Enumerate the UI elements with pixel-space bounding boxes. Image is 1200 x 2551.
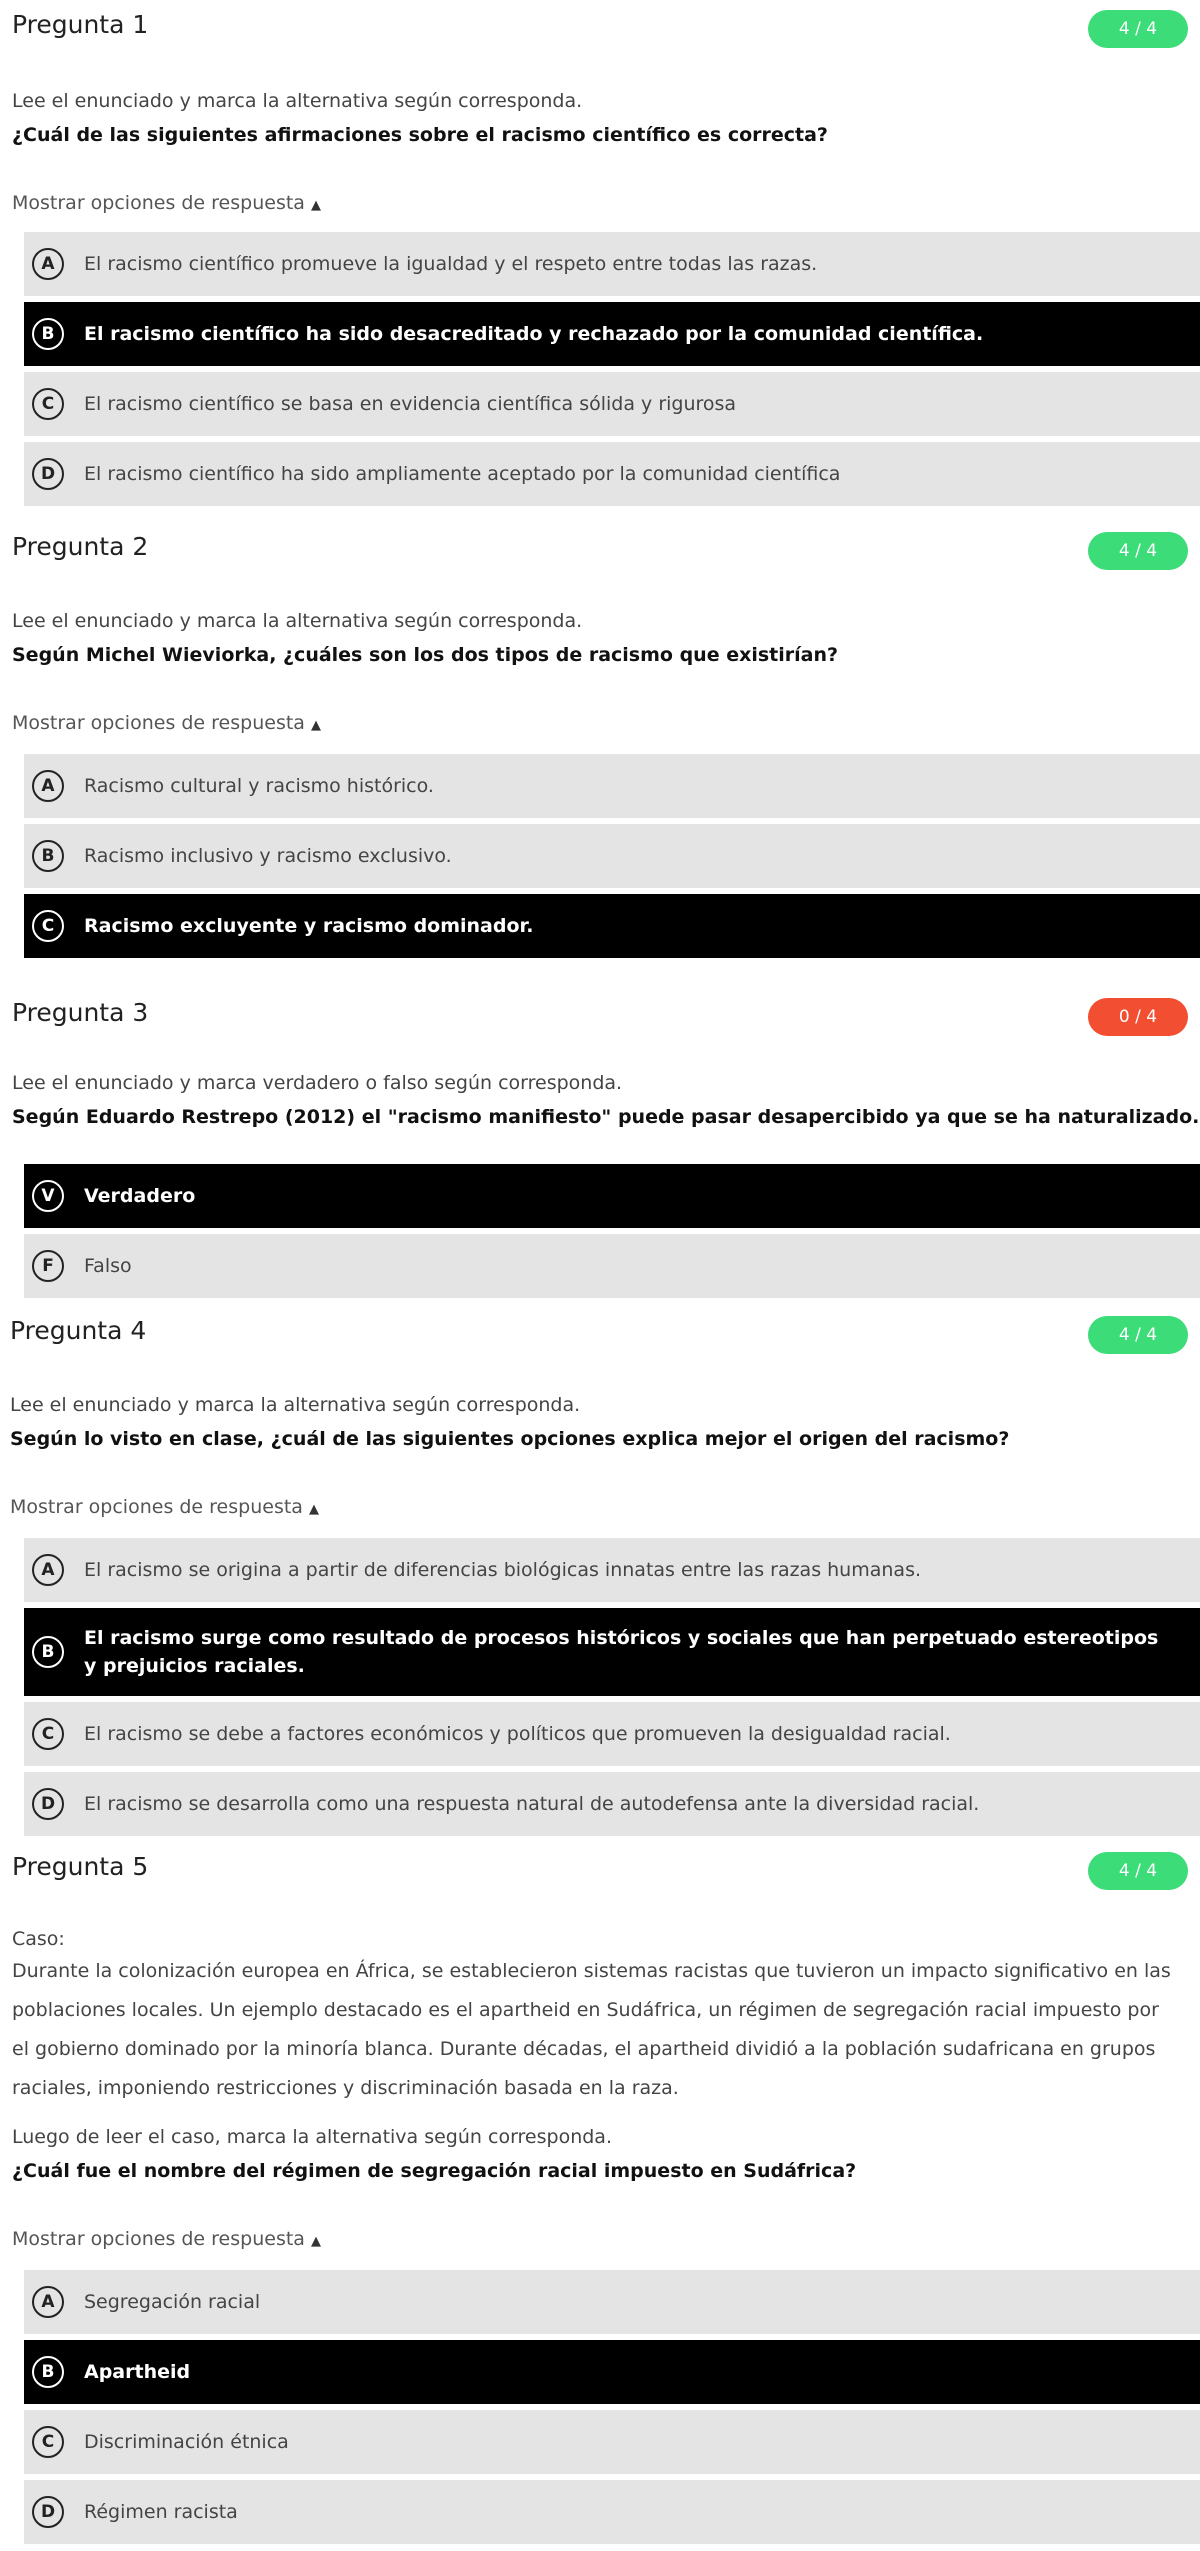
answer-option-a[interactable] <box>24 754 1200 818</box>
question-header <box>12 988 1200 1048</box>
question-stem: Según Michel Wieviorka, ¿cuáles son los dos tipos de racismo que existirían? <box>12 644 839 666</box>
answer-option-c[interactable] <box>24 894 1200 958</box>
answer-option-c[interactable] <box>24 1702 1200 1766</box>
answer-option-true[interactable] <box>24 1164 1200 1228</box>
question-instruction: Luego de leer el caso, marca la alternativa según corresponda. <box>12 2126 612 2148</box>
show-options-toggle[interactable] <box>10 1496 319 1518</box>
option-letter-badge: C <box>32 388 64 420</box>
answer-option-b[interactable] <box>24 2340 1200 2404</box>
option-text: Discriminación étnica <box>84 2431 289 2453</box>
option-text: El racismo se desarrolla como una respuesta natural de autodefensa ante la diversidad racial. <box>84 1793 980 1815</box>
score-badge: 0 / 4 <box>1088 998 1188 1036</box>
option-text: El racismo científico se basa en evidencia científica sólida y rigurosa <box>84 393 737 415</box>
case-label: Caso: <box>12 1928 65 1950</box>
option-letter-badge: A <box>32 770 64 802</box>
answer-option-false[interactable] <box>24 1234 1200 1298</box>
show-options-toggle[interactable] <box>12 712 321 734</box>
answer-option-b[interactable] <box>24 302 1200 366</box>
toggle-label: Mostrar opciones de respuesta <box>10 1496 303 1518</box>
chevron-up-icon: ▲ <box>310 198 321 213</box>
option-text: El racismo surge como resultado de procesos históricos y sociales que han perpetuado estereotipos y prejuicios raciales. <box>84 1627 1159 1677</box>
option-letter-badge: A <box>32 2286 64 2318</box>
option-text: El racismo científico promueve la igualdad y el respeto entre todas las razas. <box>84 253 818 275</box>
case-text: Durante la colonización europea en África, se establecieron sistemas racistas que tuvieron un impacto significativo en las poblaciones locales. Un ejemplo destacado es el apartheid en Sudáfrica, un régimen de segregación racial impuesto por el gobierno dominado por la minoría blanca. Durante décadas, el apartheid dividió a la población sudafricana en grupos raciales, imponiendo restricciones y discriminación basada en la raza. <box>12 1960 1171 2099</box>
option-letter-badge: C <box>32 2426 64 2458</box>
option-letter-badge: B <box>32 1636 64 1668</box>
answer-option-a[interactable] <box>24 232 1200 296</box>
question-stem: ¿Cuál fue el nombre del régimen de segregación racial impuesto en Sudáfrica? <box>12 2160 857 2182</box>
toggle-label: Mostrar opciones de respuesta <box>12 712 305 734</box>
option-text: Segregación racial <box>84 2291 261 2313</box>
answer-option-d[interactable] <box>24 1772 1200 1836</box>
show-options-toggle[interactable] <box>12 2228 321 2250</box>
option-text: Racismo cultural y racismo histórico. <box>84 775 434 797</box>
chevron-up-icon: ▲ <box>310 2234 321 2249</box>
option-text: Racismo excluyente y racismo dominador. <box>84 915 534 937</box>
option-letter-badge: V <box>32 1180 64 1212</box>
option-text: Racismo inclusivo y racismo exclusivo. <box>84 845 452 867</box>
show-options-toggle[interactable] <box>12 192 321 214</box>
question-title: Pregunta 3 <box>12 998 149 1027</box>
option-text: Falso <box>84 1255 132 1277</box>
question-title: Pregunta 4 <box>10 1316 147 1345</box>
toggle-label: Mostrar opciones de respuesta <box>12 2228 305 2250</box>
question-instruction: Lee el enunciado y marca la alternativa según corresponda. <box>12 90 583 112</box>
option-letter-badge: A <box>32 1554 64 1586</box>
answer-option-c[interactable] <box>24 2410 1200 2474</box>
option-letter-badge: B <box>32 2356 64 2388</box>
question-title: Pregunta 2 <box>12 532 149 561</box>
question-header <box>12 0 1200 60</box>
question-stem: ¿Cuál de las siguientes afirmaciones sobre el racismo científico es correcta? <box>12 124 828 146</box>
question-instruction: Lee el enunciado y marca la alternativa según corresponda. <box>10 1394 581 1416</box>
option-letter-badge: C <box>32 1718 64 1750</box>
question-header <box>12 522 1200 582</box>
answer-option-c[interactable] <box>24 372 1200 436</box>
option-letter-badge: A <box>32 248 64 280</box>
option-letter-badge: B <box>32 840 64 872</box>
answer-option-d[interactable] <box>24 2480 1200 2544</box>
answer-option-a[interactable] <box>24 1538 1200 1602</box>
answer-option-d[interactable] <box>24 442 1200 506</box>
question-title: Pregunta 1 <box>12 10 149 39</box>
option-letter-badge: F <box>32 1250 64 1282</box>
score-badge: 4 / 4 <box>1088 1852 1188 1890</box>
score-badge: 4 / 4 <box>1088 1316 1188 1354</box>
option-letter-badge: D <box>32 1788 64 1820</box>
question-title: Pregunta 5 <box>12 1852 149 1881</box>
option-text: El racismo se origina a partir de diferencias biológicas innatas entre las razas humanas. <box>84 1559 922 1581</box>
question-instruction: Lee el enunciado y marca la alternativa según corresponda. <box>12 610 583 632</box>
option-text: Apartheid <box>84 2361 191 2383</box>
question-instruction: Lee el enunciado y marca verdadero o falso según corresponda. <box>12 1072 623 1094</box>
question-header <box>12 1842 1200 1902</box>
question-stem: Según Eduardo Restrepo (2012) el "racismo manifiesto" puede pasar desapercibido ya que se ha naturalizado. <box>12 1106 1200 1128</box>
chevron-up-icon: ▲ <box>308 1502 319 1517</box>
answer-option-b[interactable] <box>24 1608 1200 1696</box>
question-header <box>10 1306 1200 1366</box>
option-text: El racismo se debe a factores económicos y políticos que promueven la desigualdad racial. <box>84 1723 951 1745</box>
option-text: Verdadero <box>84 1185 196 1207</box>
option-letter-badge: D <box>32 458 64 490</box>
option-letter-badge: C <box>32 910 64 942</box>
option-letter-badge: B <box>32 318 64 350</box>
option-text: El racismo científico ha sido ampliamente aceptado por la comunidad científica <box>84 463 841 485</box>
answer-option-b[interactable] <box>24 824 1200 888</box>
option-text: Régimen racista <box>84 2501 238 2523</box>
answer-option-a[interactable] <box>24 2270 1200 2334</box>
toggle-label: Mostrar opciones de respuesta <box>12 192 305 214</box>
score-badge: 4 / 4 <box>1088 10 1188 48</box>
option-letter-badge: D <box>32 2496 64 2528</box>
chevron-up-icon: ▲ <box>310 718 321 733</box>
option-text: El racismo científico ha sido desacreditado y rechazado por la comunidad científica. <box>84 323 984 345</box>
question-stem: Según lo visto en clase, ¿cuál de las siguientes opciones explica mejor el origen del racismo? <box>10 1428 1010 1450</box>
score-badge: 4 / 4 <box>1088 532 1188 570</box>
